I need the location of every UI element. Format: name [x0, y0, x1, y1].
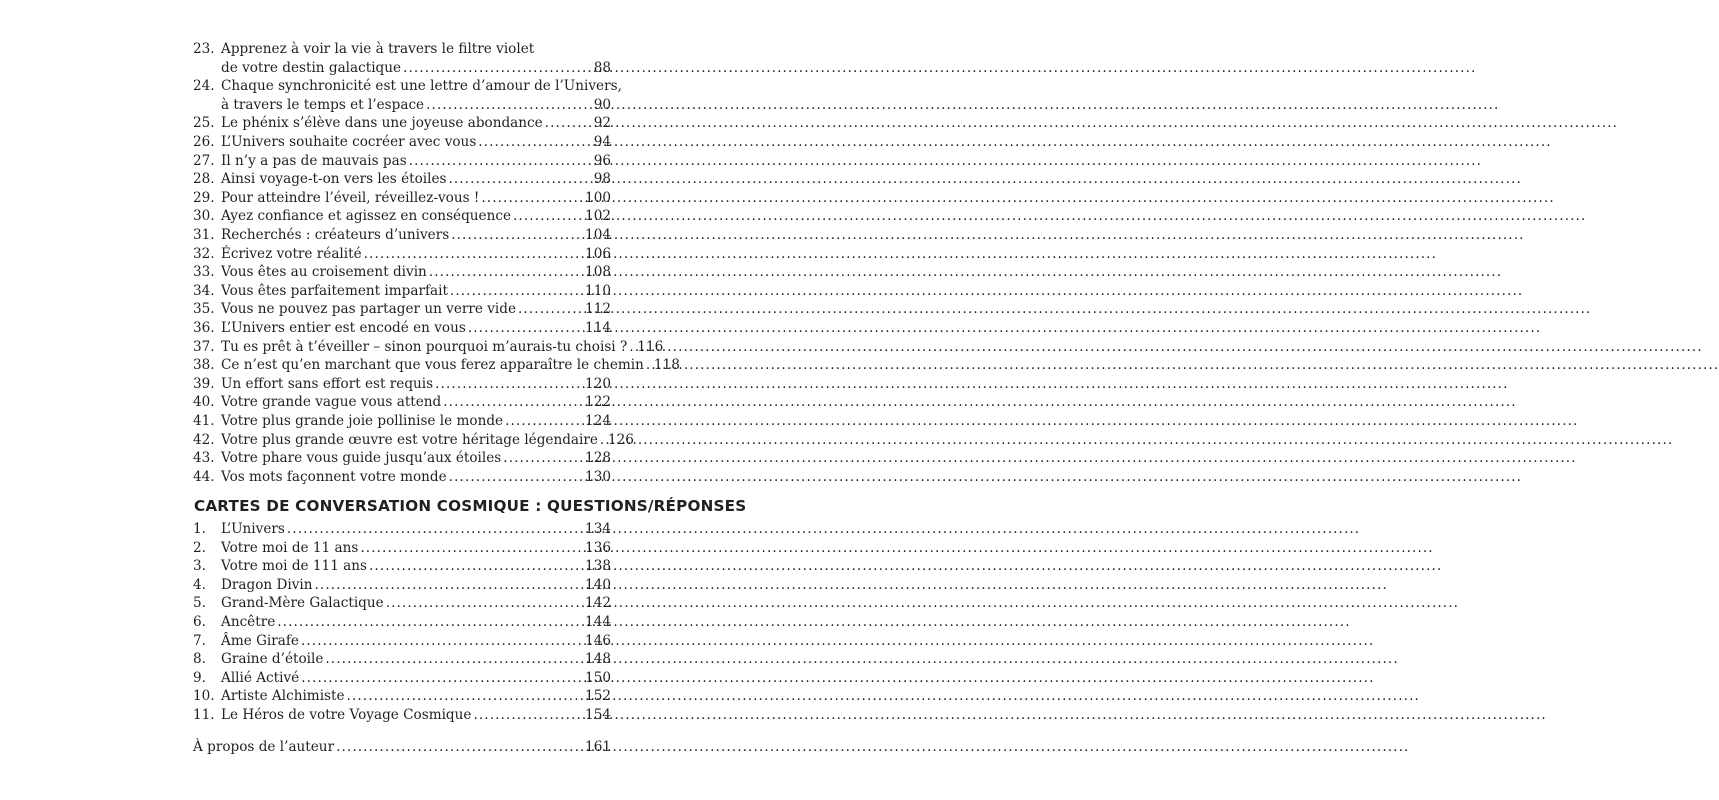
toc-entry[interactable]: [193, 594, 611, 613]
leader-dots: [325, 650, 583, 669]
toc-entry[interactable]: [193, 449, 611, 468]
leader-dots: [513, 207, 583, 226]
entry-line: [221, 539, 611, 558]
entry-page-number: 118: [653, 357, 680, 374]
entry-line: [221, 133, 611, 152]
entry-number: 5.: [193, 595, 206, 612]
entry-number: 25.: [193, 115, 215, 132]
entry-title: Dragon Divin: [221, 576, 313, 593]
leader-dots: [545, 114, 592, 133]
entry-title: Votre moi de 111 ans: [221, 558, 367, 575]
entry-line: [221, 356, 680, 375]
entry-line: [221, 338, 664, 357]
entry-title: Ainsi voyage-t-on vers les étoiles: [221, 171, 447, 188]
entry-line: [221, 245, 611, 264]
entry-page-number: 108: [585, 264, 611, 281]
entry-number: 7.: [193, 632, 206, 649]
entry-line: [221, 226, 611, 245]
entry-title: Vous êtes parfaitement imparfait: [221, 282, 448, 299]
leader-dots: [386, 594, 583, 613]
entry-number: 28.: [193, 171, 215, 188]
entry-title: Il n’y a pas de mauvais pas: [221, 152, 407, 169]
entry-page-number: 114: [585, 320, 611, 336]
entry-number: 4.: [193, 576, 206, 593]
entry-line: [221, 613, 611, 632]
entry-title: Grand-Mère Galactique: [221, 595, 384, 612]
leader-dots: [505, 412, 583, 431]
toc-entry[interactable]: [193, 520, 611, 539]
entry-number: 37.: [193, 338, 215, 355]
leader-dots: [450, 282, 583, 301]
leader-dots: [629, 338, 635, 357]
toc-entry[interactable]: [193, 226, 611, 245]
entry-page-number: 128: [585, 450, 611, 467]
leader-dots: [364, 245, 583, 264]
toc-entry[interactable]: [193, 133, 611, 152]
entry-title: Vous ne pouvez pas partager un verre vide: [221, 301, 517, 318]
toc-entry[interactable]: [193, 687, 611, 706]
leader-dots: [429, 263, 583, 282]
toc-entry[interactable]: [193, 207, 611, 226]
toc-entry[interactable]: [193, 59, 611, 78]
entry-page-number: 140: [585, 576, 611, 593]
entry-title: Votre plus grande joie pollinise le monde: [221, 413, 504, 429]
toc-entry[interactable]: [193, 300, 611, 319]
entry-title: Artiste Alchimiste: [221, 688, 345, 705]
entry-title: Vos mots façonnent votre monde: [221, 468, 447, 485]
leader-dots: [600, 431, 606, 450]
leader-dots: [451, 226, 583, 245]
entry-line: [221, 650, 611, 669]
entry-line: [221, 669, 611, 688]
entry-line: [221, 706, 611, 725]
about-author-title: À propos de l’auteur: [193, 739, 335, 755]
entry-title: à travers le temps et l’espace: [221, 96, 425, 113]
entry-number: 39.: [193, 375, 215, 392]
toc-entry[interactable]: [193, 393, 611, 412]
leader-dots: [646, 356, 652, 375]
toc-entry[interactable]: [193, 189, 611, 208]
entry-title-line1: Chaque synchronicité est une lettre d’amour de l’Univers,: [221, 78, 622, 95]
leader-dots: [426, 96, 592, 115]
toc-entry[interactable]: [193, 412, 611, 431]
entry-title: Le Héros de votre Voyage Cosmique: [221, 707, 472, 723]
entry-page-number: 122: [585, 394, 611, 411]
entry-number: 3.: [193, 558, 206, 575]
entry-title-line1: Apprenez à voir la vie à travers le filtre violet: [221, 41, 535, 57]
entry-line: [221, 114, 611, 133]
toc-entry[interactable]: [193, 170, 611, 189]
toc-entry[interactable]: [193, 375, 611, 394]
leader-dots: [503, 449, 583, 468]
entry-number: 42.: [193, 431, 215, 448]
entry-number: 30.: [193, 208, 215, 225]
entry-page-number: 110: [585, 282, 611, 299]
entry-page-number: 112: [585, 301, 611, 318]
toc-page: [0, 0, 800, 800]
toc-entry[interactable]: [193, 282, 611, 301]
entry-line: [221, 576, 611, 595]
entry-page-number: 104: [585, 227, 611, 243]
leader-dots: [435, 375, 583, 394]
entry-number: 41.: [193, 413, 215, 429]
leader-dots: [403, 59, 592, 78]
toc-entry[interactable]: [193, 356, 680, 375]
entry-line: [221, 520, 611, 539]
entry-page-number: 92: [593, 115, 611, 132]
entry-page-number: 138: [585, 558, 611, 575]
entry-number: 33.: [193, 264, 215, 281]
entry-number: 31.: [193, 227, 215, 243]
entry-title: L’Univers souhaite cocréer avec vous: [221, 134, 477, 150]
entry-title: Ce n’est qu’en marchant que vous ferez apparaître le chemin: [221, 357, 644, 374]
entry-title: Pour atteindre l’éveil, réveillez-vous !: [221, 189, 480, 206]
entry-page-number: 134: [585, 521, 611, 537]
entry-line: [221, 207, 611, 226]
entry-line: [221, 557, 611, 576]
entry-title: Un effort sans effort est requis: [221, 375, 434, 392]
about-author-page: 161: [585, 739, 611, 755]
entry-page-number: 88: [593, 59, 611, 76]
leader-dots: [468, 319, 583, 338]
toc-entry[interactable]: [193, 152, 611, 171]
entry-line: [221, 170, 611, 189]
leader-dots: [443, 393, 583, 412]
leader-dots: [347, 687, 584, 706]
toc-entry[interactable]: [193, 338, 664, 357]
leader-dots: [518, 300, 583, 319]
toc-entry[interactable]: [193, 468, 611, 487]
toc-entry[interactable]: [193, 245, 611, 264]
section-heading: CARTES DE CONVERSATION COSMIQUE : QUESTIONS/RÉPONSES: [194, 497, 747, 515]
entry-number: 43.: [193, 450, 215, 467]
entry-line: [221, 59, 611, 78]
toc-entry[interactable]: [193, 706, 611, 725]
leader-dots: [473, 706, 583, 725]
entry-title: L’Univers entier est encodé en vous: [221, 320, 466, 336]
toc-entry[interactable]: [193, 669, 611, 688]
entry-title: Votre moi de 11 ans: [221, 539, 359, 556]
entry-number: 24.: [193, 78, 215, 95]
entry-title: Votre plus grande œuvre est votre héritage légendaire: [221, 431, 598, 448]
entry-page-number: 94: [593, 134, 611, 150]
leader-dots: [409, 152, 592, 171]
entry-title: Allié Activé: [221, 669, 300, 686]
entry-number: 11.: [193, 707, 215, 723]
entry-number: 35.: [193, 301, 215, 318]
entry-page-number: 130: [585, 468, 611, 485]
entry-page-number: 116: [637, 338, 664, 355]
entry-number: 8.: [193, 651, 206, 668]
entry-title: Graine d’étoile: [221, 651, 324, 668]
entry-number: 10.: [193, 688, 215, 705]
entry-number: 23.: [193, 41, 215, 57]
entry-page-number: 100: [585, 189, 611, 206]
entry-number: 1.: [193, 521, 206, 537]
toc-entry[interactable]: [193, 539, 611, 558]
entry-title: Le phénix s’élève dans une joyeuse abondance: [221, 115, 543, 132]
entry-line: [221, 282, 611, 301]
entry-page-number: 102: [585, 208, 611, 225]
toc-entry[interactable]: [193, 431, 634, 450]
toc-entry[interactable]: [193, 96, 611, 115]
entry-line: [221, 319, 611, 338]
entry-title: Ancêtre: [221, 614, 276, 630]
entry-number: 32.: [193, 245, 215, 262]
entry-line: [221, 449, 611, 468]
entry-title: Âme Girafe: [221, 632, 299, 649]
entry-title: Votre phare vous guide jusqu’aux étoiles: [221, 450, 502, 467]
entry-title: Vous êtes au croisement divin: [221, 264, 427, 281]
entry-page-number: 90: [593, 96, 611, 113]
leader-dots: [369, 557, 583, 576]
toc-entry[interactable]: [193, 613, 611, 632]
toc-entry[interactable]: [193, 632, 611, 651]
entry-line: [221, 393, 611, 412]
entry-page-number: 146: [585, 632, 611, 649]
toc-entry[interactable]: [193, 557, 611, 576]
entry-page-number: 144: [585, 614, 611, 630]
entry-title: Ayez confiance et agissez en conséquence: [221, 208, 512, 225]
entry-number: 36.: [193, 320, 215, 336]
leader-dots: [449, 170, 592, 189]
about-author-entry[interactable]: [193, 738, 611, 757]
entry-title: Recherchés : créateurs d’univers: [221, 227, 450, 243]
leader-dots: [449, 468, 583, 487]
entry-number: 6.: [193, 614, 206, 630]
entry-line: [221, 300, 611, 319]
entry-title: Votre grande vague vous attend: [221, 394, 442, 411]
entry-title: Écrivez votre réalité: [221, 245, 362, 262]
leader-dots: [315, 576, 584, 595]
leader-dots: [301, 669, 583, 688]
leader-dots: [478, 133, 591, 152]
entry-line: [221, 152, 611, 171]
entry-page-number: 136: [585, 539, 611, 556]
entry-number: 9.: [193, 669, 206, 686]
entry-line: [221, 468, 611, 487]
leader-dots: [360, 539, 583, 558]
leader-dots: [301, 632, 583, 651]
toc-entry-first-line: [193, 77, 622, 96]
entry-page-number: 120: [585, 375, 611, 392]
entry-line: [221, 687, 611, 706]
entry-page-number: 142: [585, 595, 611, 612]
entry-number: 44.: [193, 468, 215, 485]
entry-line: [221, 594, 611, 613]
entry-title: Tu es prêt à t’éveiller – sinon pourquoi m’aurais-tu choisi ?: [221, 338, 628, 355]
entry-line: [221, 431, 634, 450]
entry-number: 34.: [193, 282, 215, 299]
entry-line: [221, 375, 611, 394]
entry-number: 38.: [193, 357, 215, 374]
leader-dots: [481, 189, 583, 208]
entry-page-number: 126: [607, 431, 634, 448]
entry-line: [221, 96, 611, 115]
entry-page-number: 98: [593, 171, 611, 188]
entry-page-number: 148: [585, 651, 611, 668]
leader-dots: [277, 613, 583, 632]
toc-entry[interactable]: [193, 319, 611, 338]
entry-number: 26.: [193, 134, 215, 150]
entry-page-number: 152: [585, 688, 611, 705]
entry-title: L’Univers: [221, 521, 285, 537]
entry-line: [221, 263, 611, 282]
entry-line: [221, 189, 611, 208]
entry-page-number: 106: [585, 245, 611, 262]
entry-line: [221, 632, 611, 651]
entry-page-number: 96: [593, 152, 611, 169]
entry-page-number: 154: [585, 707, 611, 723]
toc-entry[interactable]: [193, 263, 611, 282]
entry-page-number: 150: [585, 669, 611, 686]
entry-number: 40.: [193, 394, 215, 411]
leader-dots: [287, 520, 583, 539]
entry-line: [221, 412, 611, 431]
entry-page-number: 124: [585, 413, 611, 429]
entry-number: 27.: [193, 152, 215, 169]
toc-entry[interactable]: [193, 650, 611, 669]
toc-entry[interactable]: [193, 576, 611, 595]
entry-title: de votre destin galactique: [221, 59, 402, 76]
entry-number: 29.: [193, 189, 215, 206]
entry-number: 2.: [193, 539, 206, 556]
leader-dots: [336, 738, 583, 757]
toc-entry[interactable]: [193, 114, 611, 133]
toc-entry-first-line: [193, 40, 611, 59]
